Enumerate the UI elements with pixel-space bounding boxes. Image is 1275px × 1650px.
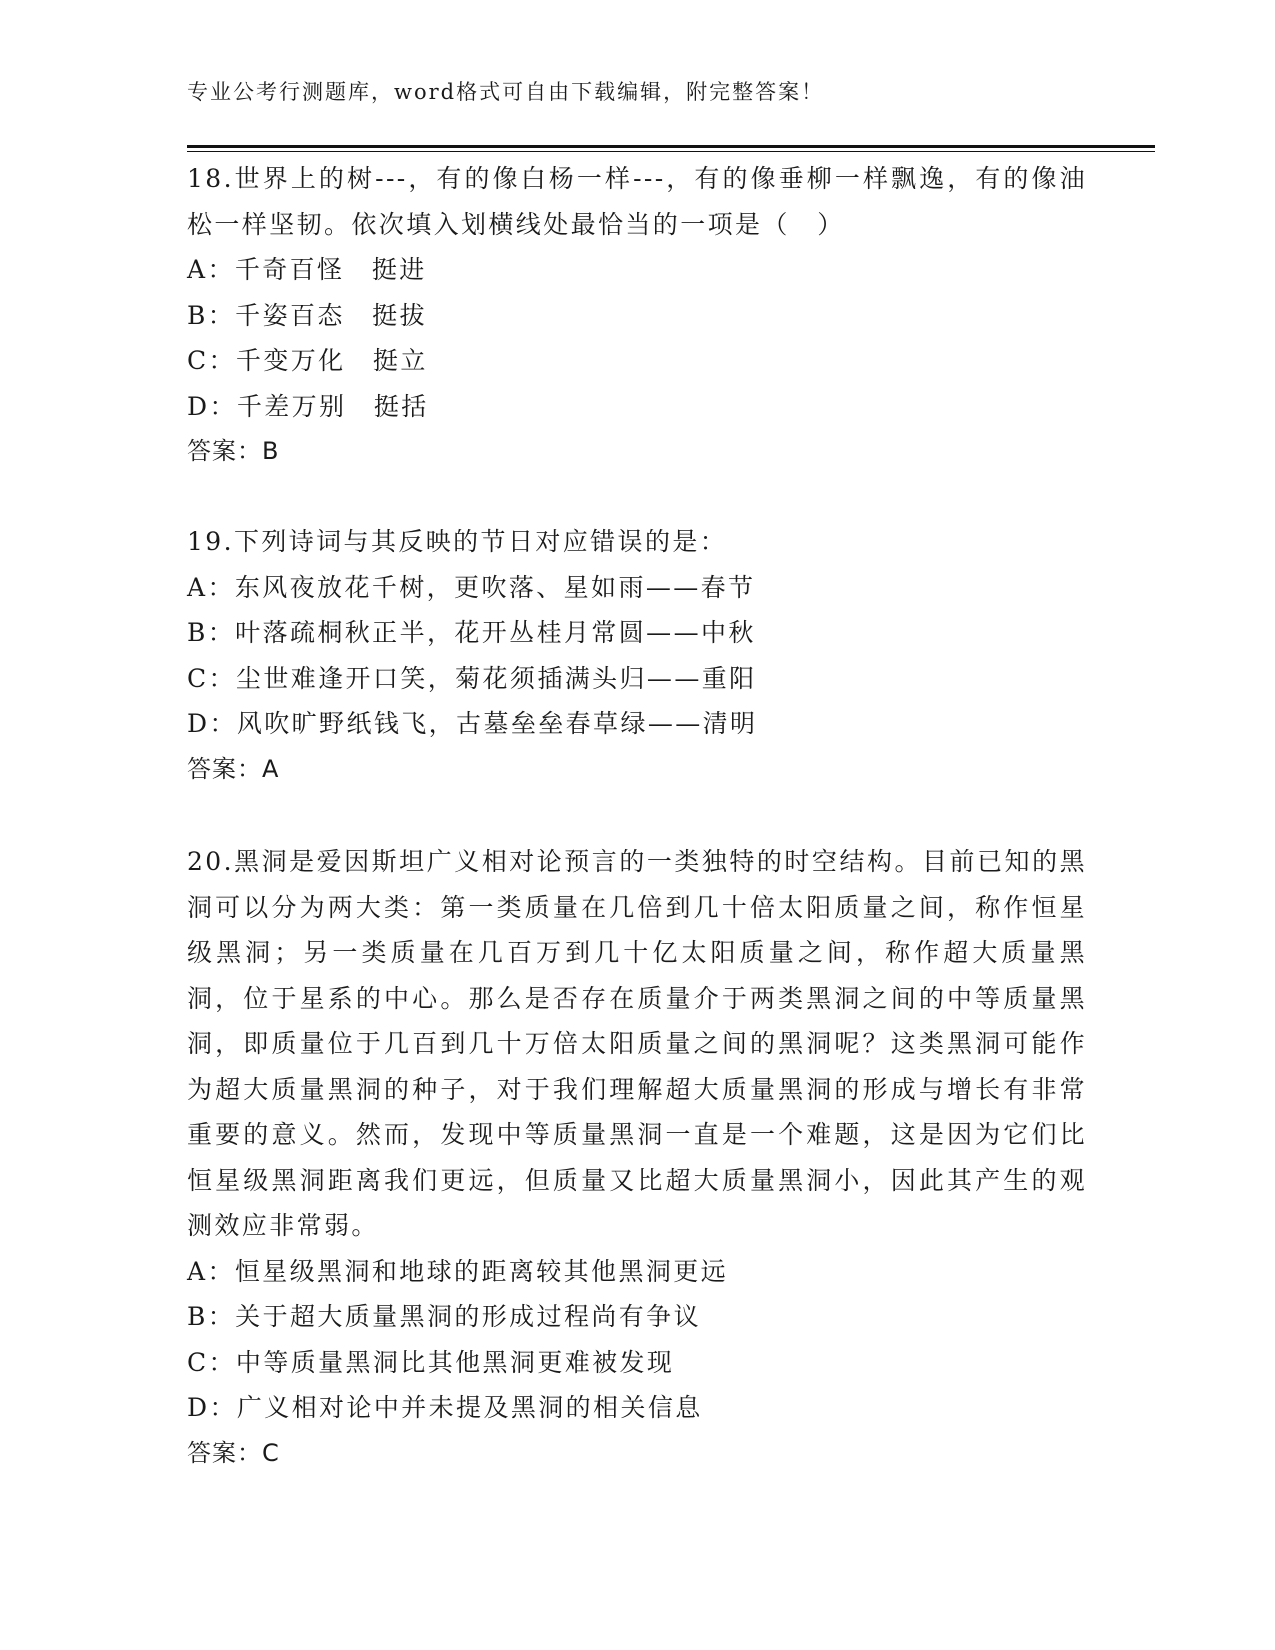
option-d: D：广义相对论中并未提及黑洞的相关信息 (187, 1393, 703, 1422)
option-b: B：关于超大质量黑洞的形成过程尚有争议 (187, 1302, 701, 1331)
question-stem: 19.下列诗词与其反映的节日对应错误的是： (187, 527, 728, 556)
header-rule-thin (187, 151, 1155, 152)
option-d: D：千差万别 挺括 (187, 391, 429, 421)
option-d: D：风吹旷野纸钱飞，古墓垒垒春草绿——清明 (187, 709, 758, 738)
option-a: A：恒星级黑洞和地球的距离较其他黑洞更远 (187, 1256, 729, 1286)
question-19 (187, 519, 1087, 792)
option-a: A：东风夜放花千树，更吹落、星如雨——春节 (187, 572, 756, 602)
question-20 (187, 839, 1087, 1476)
option-c: C：中等质量黑洞比其他黑洞更难被发现 (187, 1347, 675, 1377)
option-b: B：千姿百态 挺拔 (187, 300, 427, 330)
question-stem: 18.世界上的树---，有的像白杨一样---，有的像垂柳一样飘逸，有的像油松一样坚韧。依次填入划横线处最恰当的一项是（ ） (187, 164, 1087, 239)
question-stem: 20.黑洞是爱因斯坦广义相对论预言的一类独特的时空结构。目前已知的黑洞可以分为两大类：第一类质量在几倍到几十倍太阳质量之间，称作恒星级黑洞；另一类质量在几百万到几十亿太阳质量之间，称作超大质量黑洞，位于星系的中心。那么是否存在质量介于两类黑洞之间的中等质量黑洞，即质量位于几百到几十万倍太阳质量之间的黑洞呢？这类黑洞可能作为超大质量黑洞的种子，对于我们理解超大质量黑洞的形成与增长有非常重要的意义。然而，发现中等质量黑洞一直是一个难题，这是因为它们比恒星级黑洞距离我们更远，但质量又比超大质量黑洞小，因此其产生的观测效应非常弱。 (187, 847, 1087, 1240)
option-a: A：千奇百怪 挺进 (187, 255, 427, 284)
option-b: B：叶落疏桐秋正半，花开丛桂月常圆——中秋 (187, 618, 756, 647)
answer-line: 答案：C (187, 1438, 280, 1467)
option-c: C：千变万化 挺立 (187, 346, 428, 375)
answer-line: 答案：B (187, 437, 280, 465)
answer-line: 答案：A (187, 754, 280, 783)
question-18 (187, 156, 1087, 475)
page-header: 专业公考行测题库，word格式可自由下载编辑，附完整答案！ (187, 80, 825, 104)
header-rule-thick (187, 145, 1155, 148)
option-c: C：尘世难逢开口笑，菊花须插满头归——重阳 (187, 663, 757, 693)
